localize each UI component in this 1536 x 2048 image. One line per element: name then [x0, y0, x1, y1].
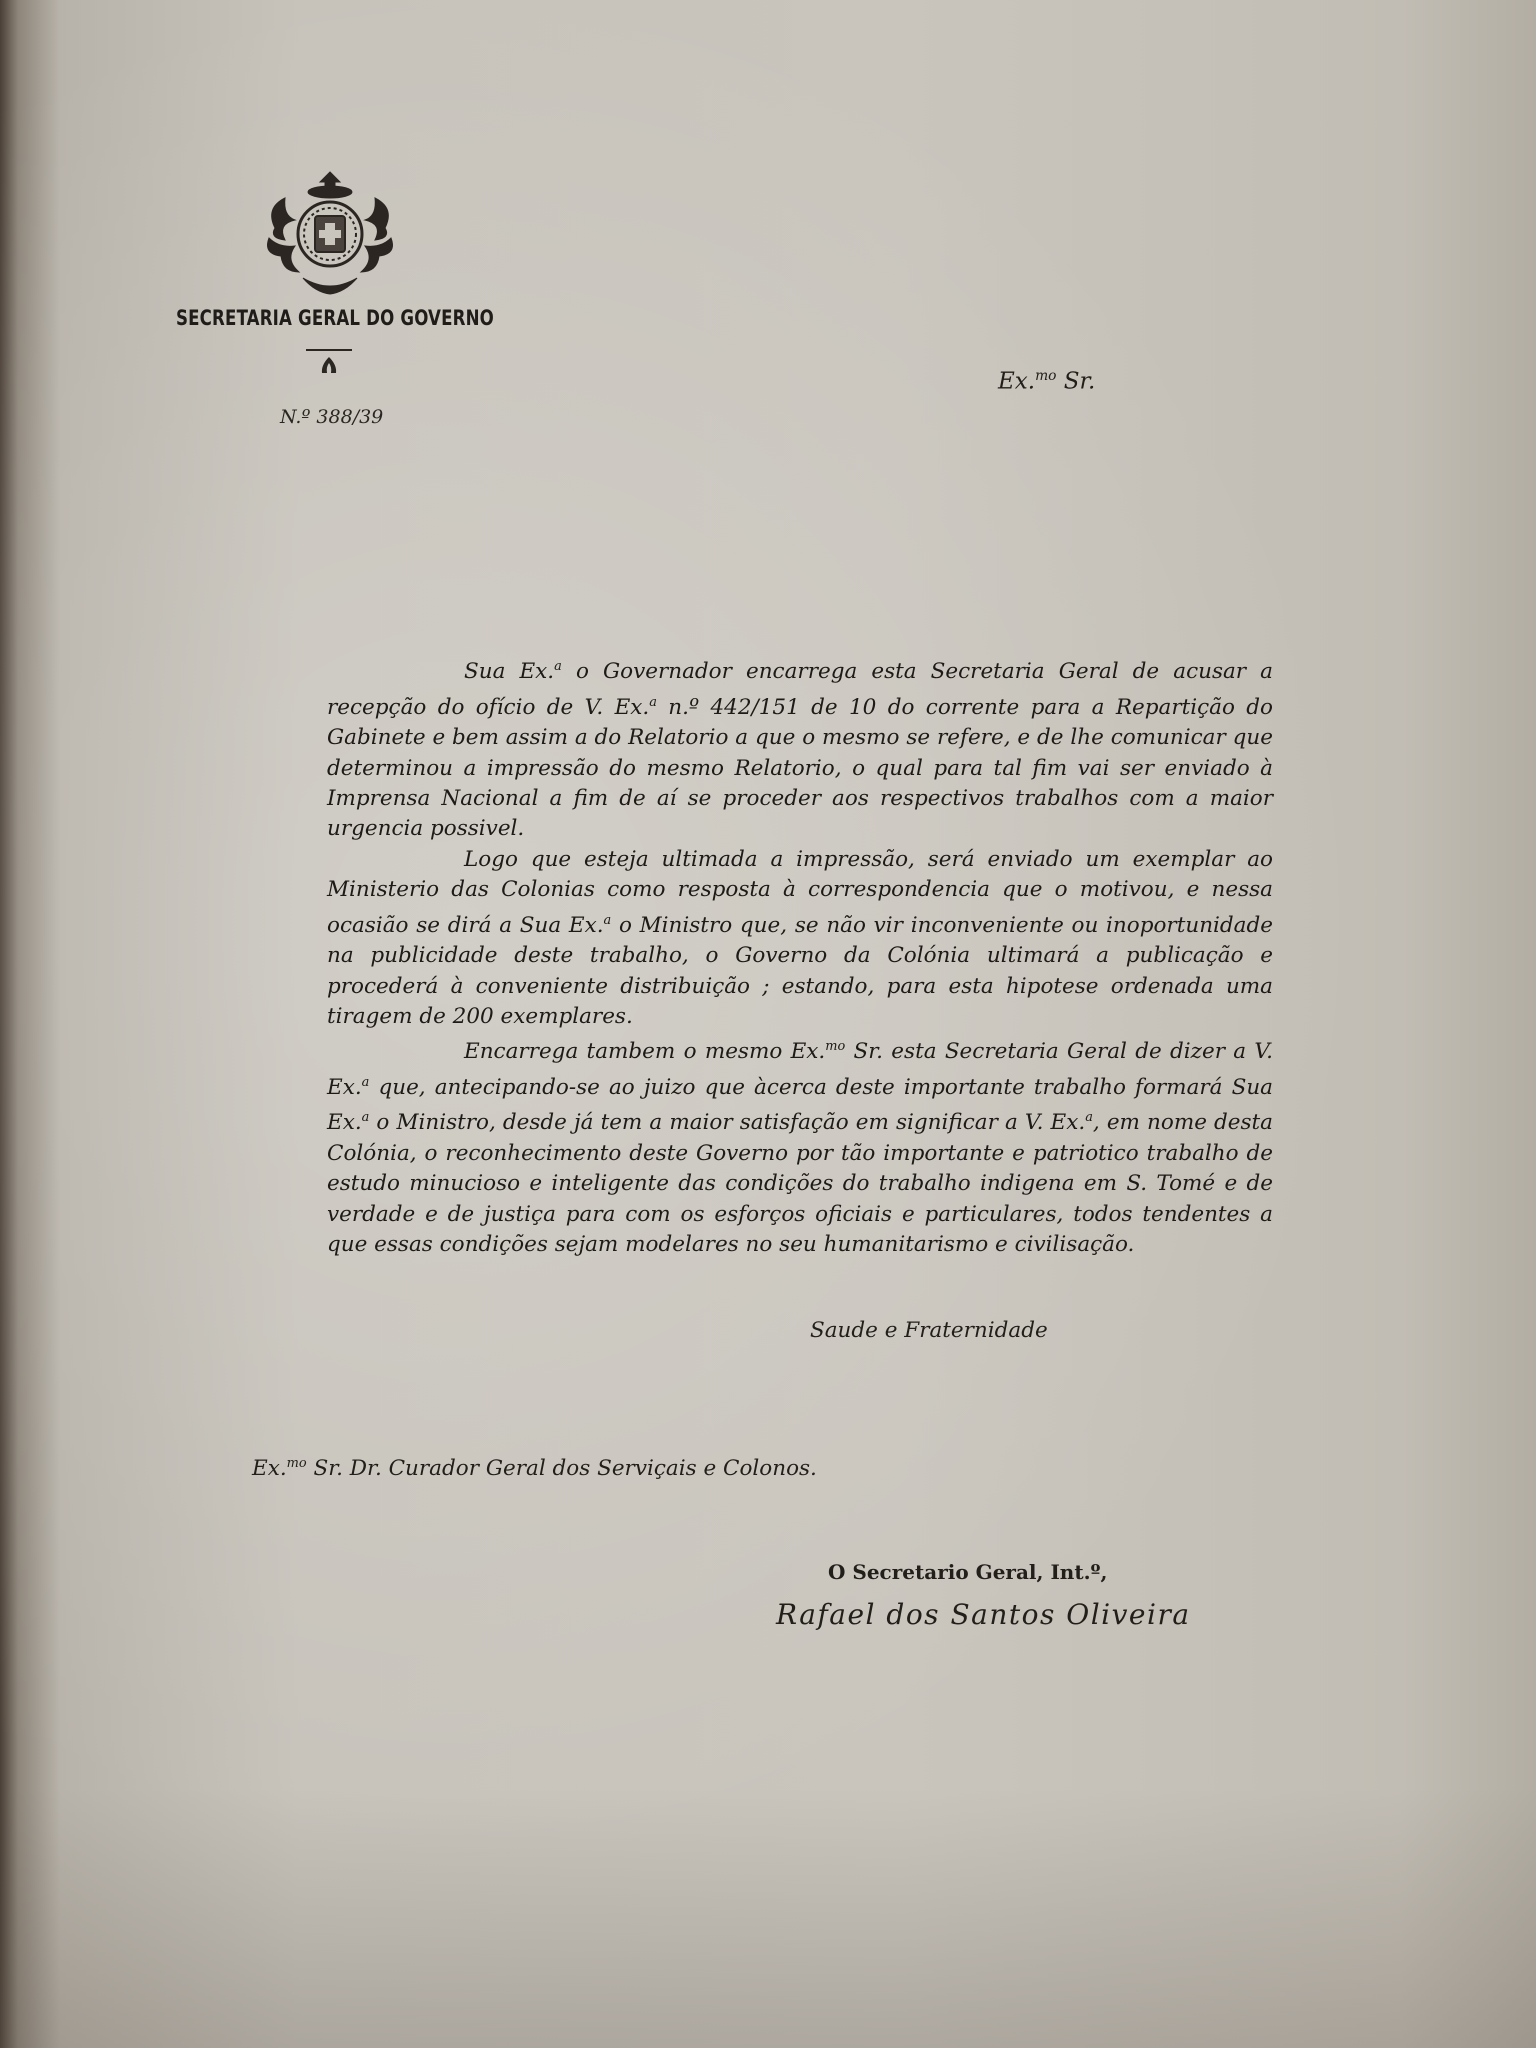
- reference-number: N.º 388/39: [280, 406, 384, 428]
- letter-body: [327, 652, 1273, 1261]
- office-title: SECRETARIA GERAL DO GOVERNO: [176, 306, 494, 330]
- body-paragraph-3: Encarrega tambem o mesmo Ex.$^{mo}$ Sr. esta Secretaria Geral de dizer a V. Ex.$^a$ que, antecipando-se ao juizo que àcerca deste importante trabalho formará Sua Ex.$^a$ o Ministro, desde já tem a maior satisfação em significar a V. Ex.$^a$, em nome desta Colónia, o reconhecimento deste Governo por tão importante e patriotico trabalho de estudo minucioso e inteligente das condições do trabalho indigena em S. Tomé e de verdade e de justiça para com os esforços oficiais e particulares, todos tendentes a que essas condições sejam modelares no seu humanitarismo e civilisação.: [327, 1039, 1274, 1258]
- divider-line: [306, 349, 352, 351]
- salutation: Ex.$^{mo}$ Sr.: [998, 368, 1096, 395]
- body-paragraph-1: Sua Ex.$^a$ o Governador encarrega esta Secretaria Geral de acusar a recepção do ofício de V. Ex.$^a$ n.º 442/151 de 10 do corrente para a Repartição do Gabinete e bem assim a do Relatorio a que o mesmo se refere, e de lhe comunicar que determinou a impressão do mesmo Relatorio, o qual para tal fim vai ser enviado à Imprensa Nacional a fim de aí se proceder aos respectivos trabalhos com a maior urgencia possivel.: [327, 659, 1274, 842]
- body-paragraph-2: Logo que esteja ultimada a impressão, será enviado um exemplar ao Ministerio das Colonias como resposta à correspondencia que o motivou, e nessa ocasião se dirá a Sua Ex.$^a$ o Ministro que, se não vir inconveniente ou inoportunidade na publicidade deste trabalho, o Governo da Colónia ultimará a publicação e procederá à conveniente distribuição ; estando, para esta hipotese ordenada uma tiragem de 200 exemplares.: [327, 846, 1273, 1029]
- ornament-icon: [318, 355, 340, 375]
- addressee: Ex.$^{mo}$ Sr. Dr. Curador Geral dos Serviçais e Colonos.: [252, 1456, 817, 1482]
- signatory-title: O Secretario Geral, Int.º,: [828, 1560, 1108, 1584]
- closing-greeting: Saude e Fraternidade: [810, 1318, 1048, 1343]
- crest-icon: [255, 168, 405, 298]
- signatory-name: Rafael dos Santos Oliveira: [776, 1598, 1191, 1631]
- page-shadow: [0, 1788, 1536, 2048]
